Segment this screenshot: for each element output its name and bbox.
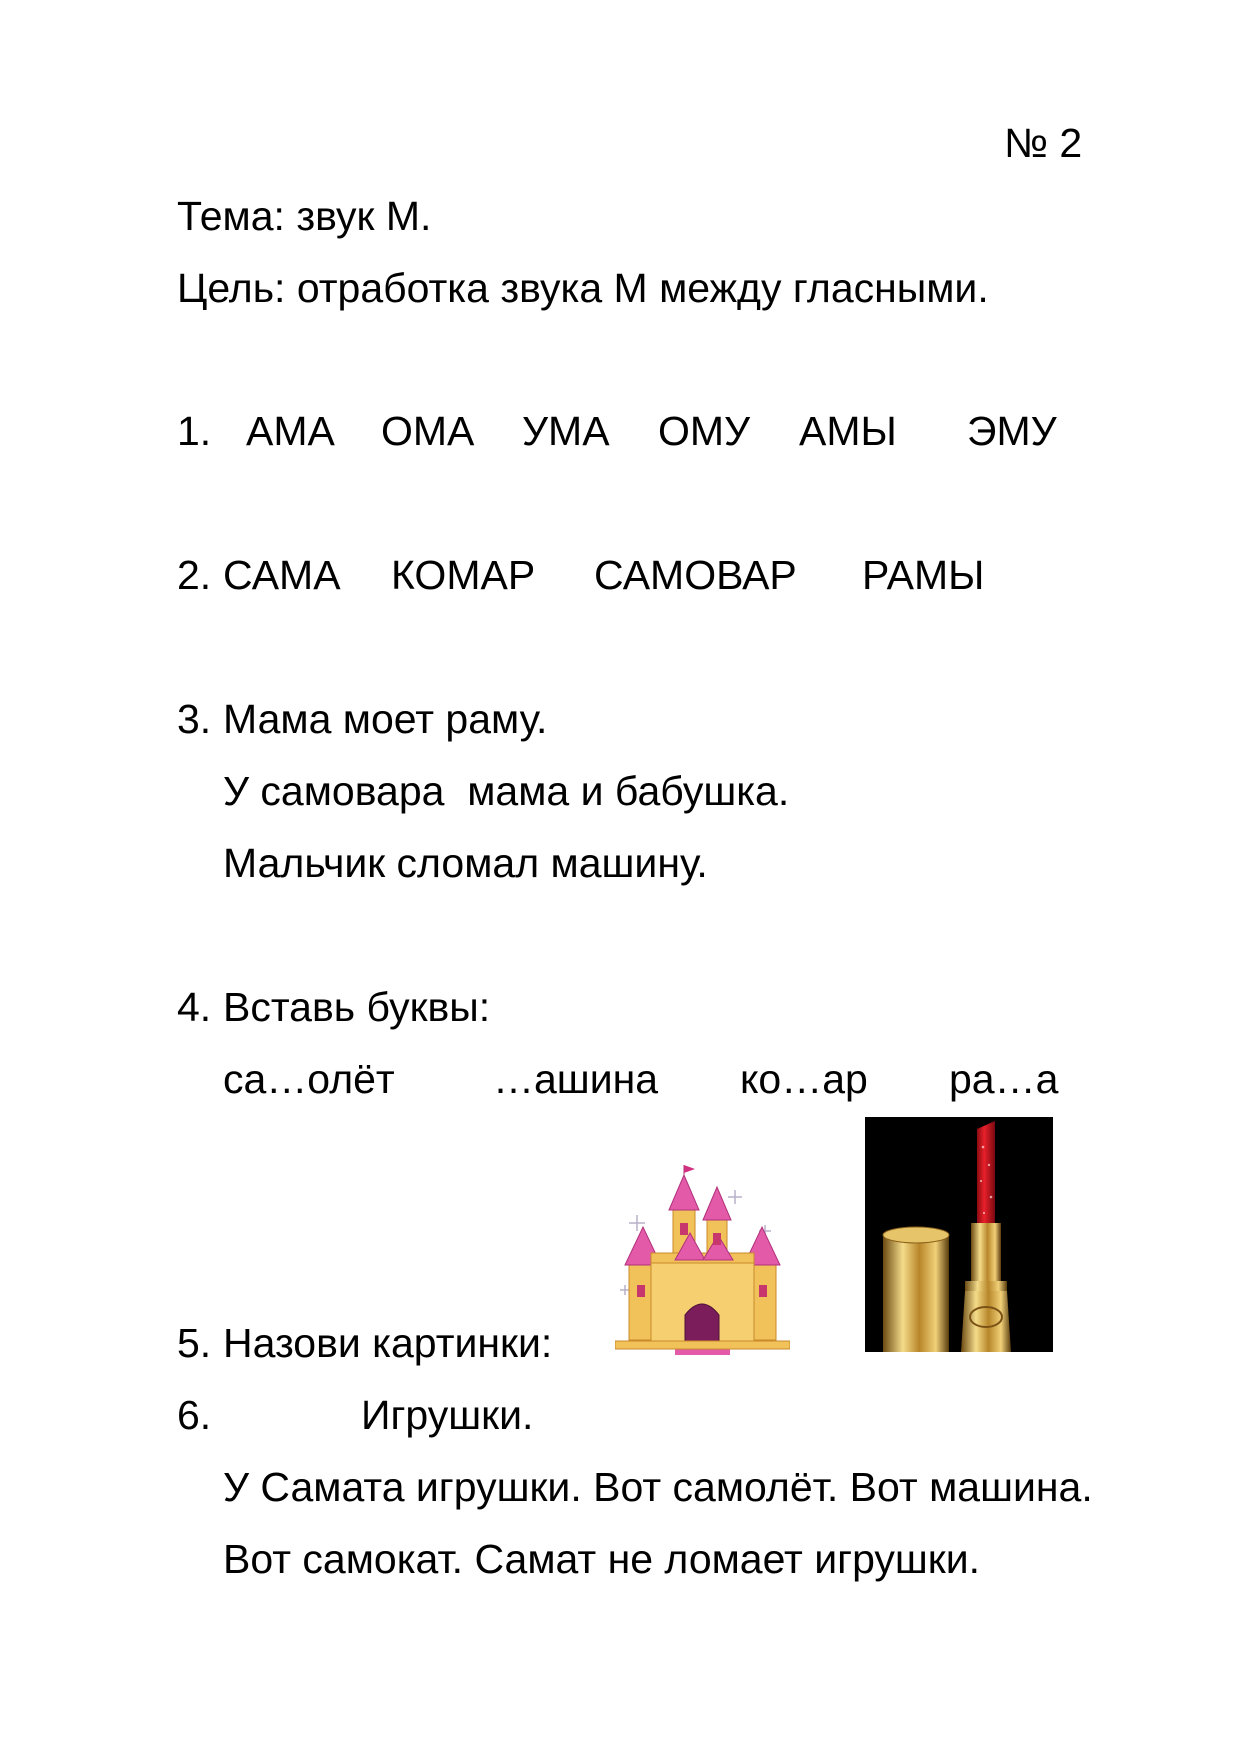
exercise-1-syllable: АМЫ: [799, 408, 897, 454]
exercise-2-word: САМА: [223, 552, 341, 598]
exercise-6-number: 6.: [177, 1392, 212, 1438]
exercise-1-syllable: УМА: [522, 408, 610, 454]
exercise-1-syllable: ЭМУ: [967, 408, 1057, 454]
exercise-4-word: ко…ар: [740, 1056, 868, 1102]
exercise-6-title: Игрушки.: [361, 1392, 534, 1438]
exercise-1-syllable: АМА: [246, 408, 335, 454]
exercise-2-word: КОМАР: [391, 552, 536, 598]
exercise-1-number: 1.: [177, 408, 212, 454]
exercise-3-sentence: У самовара мама и бабушка.: [223, 768, 790, 814]
exercise-3-number: 3.: [177, 696, 212, 742]
exercise-6-line: У Самата игрушки. Вот самолёт. Вот машина.: [223, 1464, 1093, 1510]
lesson-goal: Цель: отработка звука М между гласными.: [177, 265, 989, 311]
exercise-3-sentence: Мальчик сломал машину.: [223, 840, 708, 886]
exercise-1-syllable: ОМУ: [658, 408, 751, 454]
lipstick-image: [865, 1117, 1053, 1352]
page-number: № 2: [1004, 120, 1083, 166]
lesson-theme: Тема: звук М.: [177, 193, 432, 239]
exercise-5-number: 5.: [177, 1320, 212, 1366]
castle-image: [615, 1165, 790, 1360]
exercise-3-sentence: Мама моет раму.: [223, 696, 548, 742]
exercise-2-word: САМОВАР: [594, 552, 797, 598]
exercise-6-line: Вот самокат. Самат не ломает игрушки.: [223, 1536, 981, 1582]
exercise-4-word: ра…а: [949, 1056, 1059, 1102]
exercise-4-word: …ашина: [493, 1056, 659, 1102]
exercise-4-instruction: Вставь буквы:: [223, 984, 491, 1030]
exercise-4-word: са…олёт: [223, 1056, 395, 1102]
exercise-4-number: 4.: [177, 984, 212, 1030]
exercise-1-syllable: ОМА: [381, 408, 475, 454]
exercise-2-word: РАМЫ: [862, 552, 985, 598]
exercise-5-instruction: Назови картинки:: [223, 1320, 553, 1366]
exercise-2-number: 2.: [177, 552, 212, 598]
